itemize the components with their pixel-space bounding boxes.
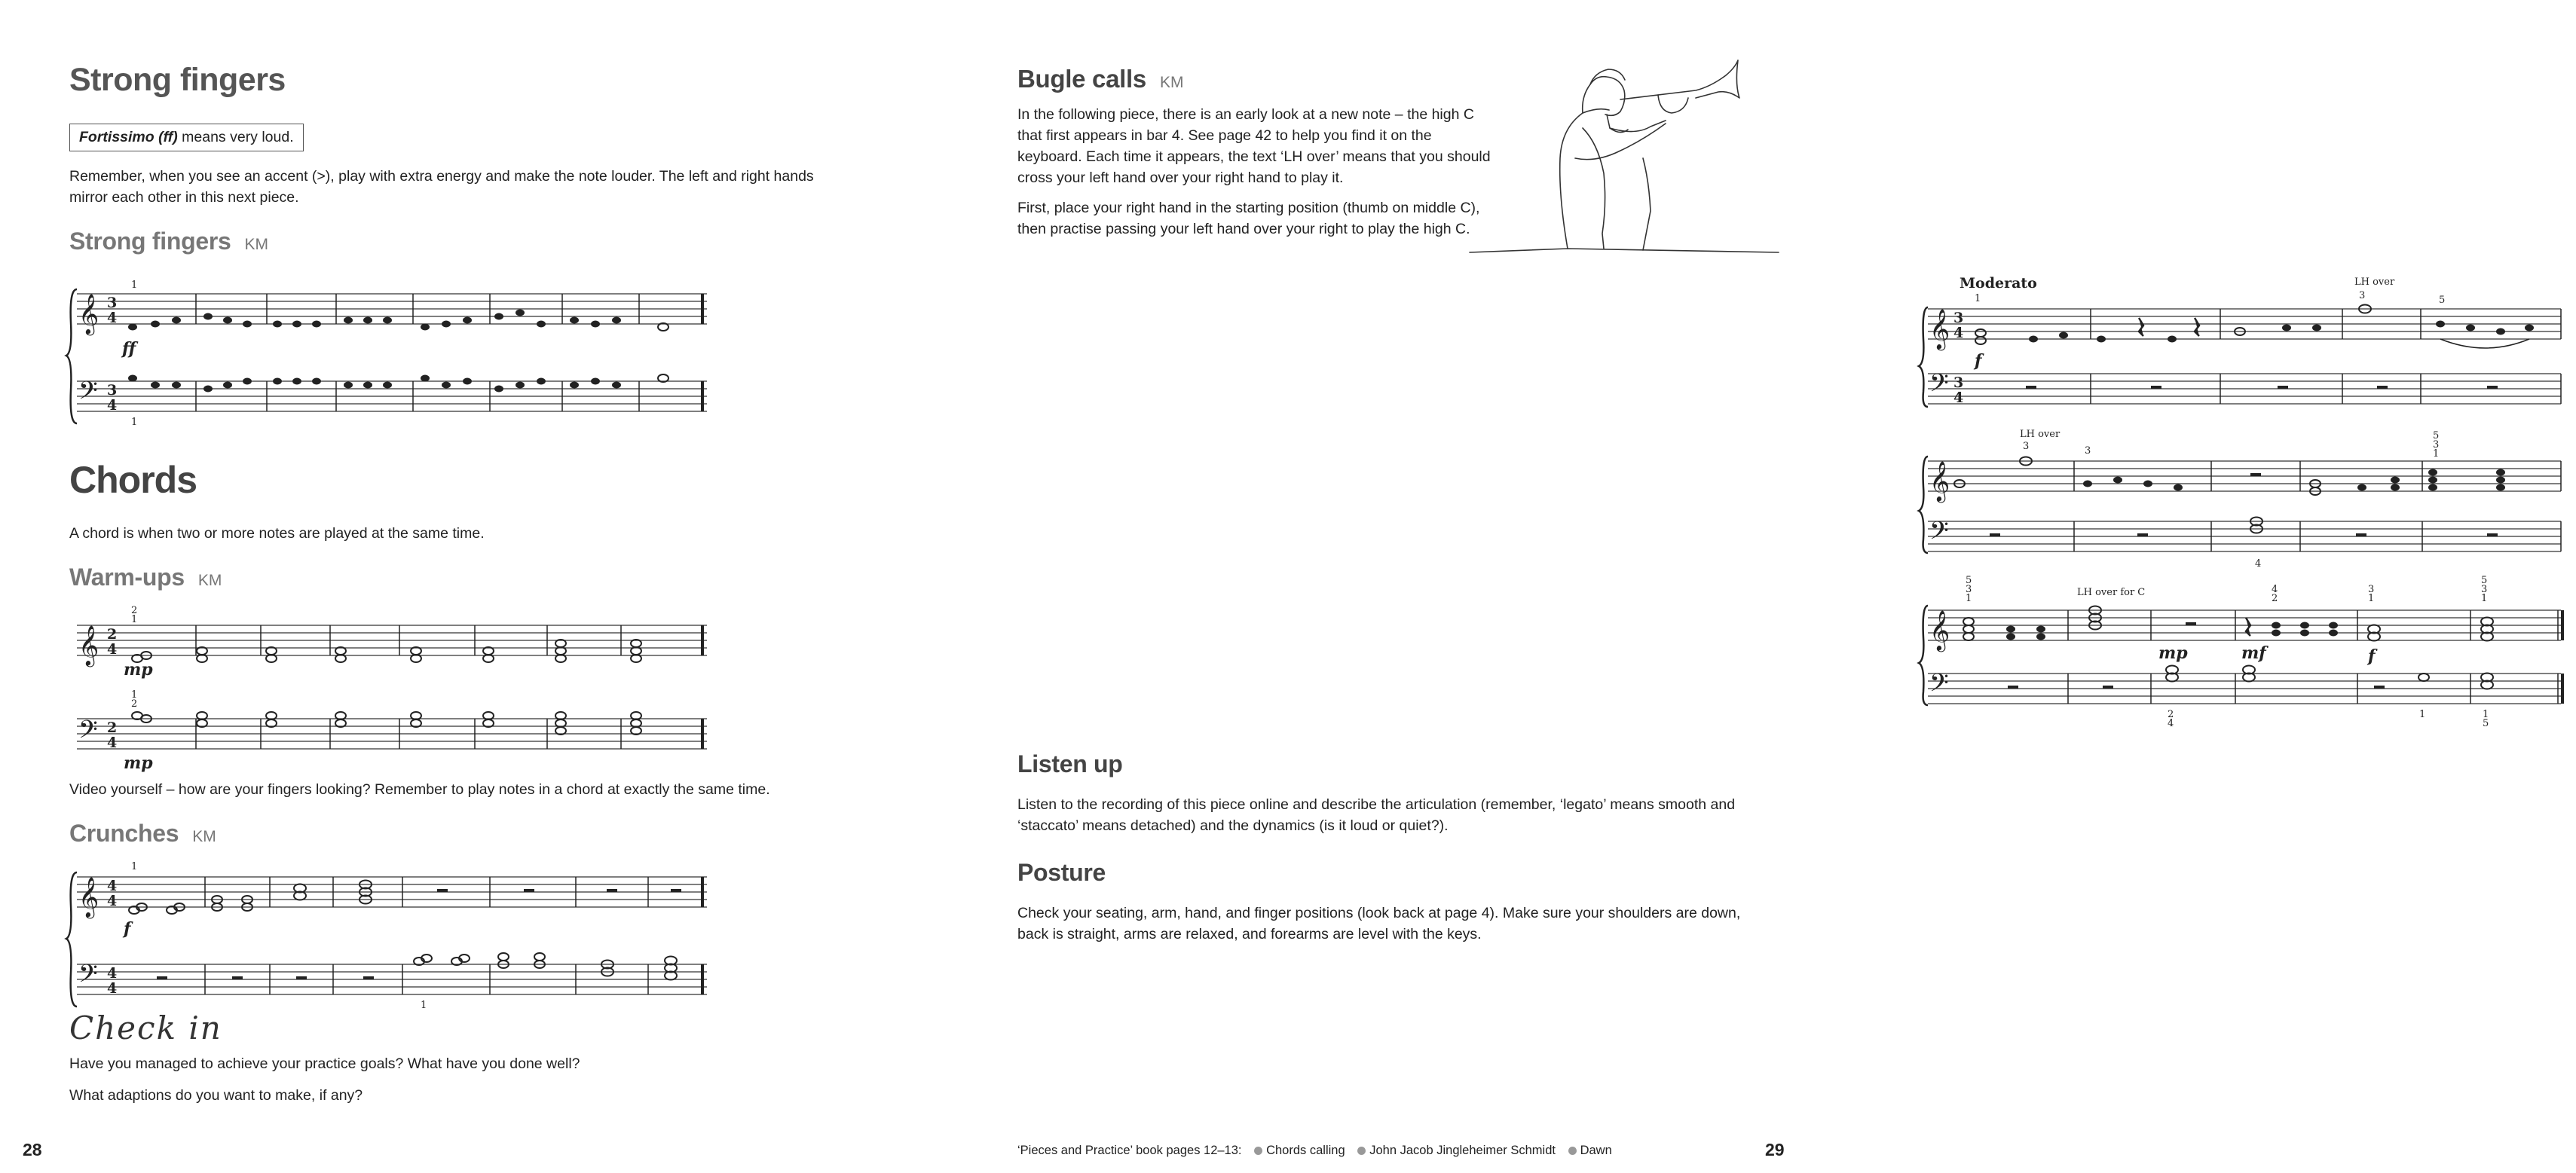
footer-references (1017, 1144, 1612, 1158)
finger-number: 1 (421, 1000, 427, 1011)
crunches-heading (69, 820, 216, 848)
crunches-title: Crunches (69, 820, 179, 847)
svg-text:3: 3 (2359, 290, 2366, 301)
km-tag: KM (192, 828, 216, 845)
svg-text:3: 3 (107, 295, 118, 311)
listen-up-text: Listen to the recording of this piece online and describe the articulation (remember, ‘legato’ means smooth and ‘staccato’ means detached) and the dynamics (is it loud or quiet?). (1017, 796, 1736, 834)
svg-text:𝄢: 𝄢 (78, 960, 98, 994)
svg-text:𝄞: 𝄞 (1929, 308, 1950, 349)
svg-text:1: 1 (2481, 593, 2488, 604)
svg-text:4: 4 (107, 641, 118, 658)
warmups-bass-score (68, 687, 716, 773)
chords-heading: Chords (69, 459, 197, 501)
accent-intro: Remember, when you see an accent (>), play with extra energy and make the note louder. The left and right hands mirror each other in this next piece. (69, 168, 814, 206)
bugler-illustration (1470, 45, 1786, 264)
strong-fingers-score (68, 277, 716, 428)
svg-text:𝄞: 𝄞 (78, 293, 99, 334)
dynamic-mp: mp (2158, 643, 2188, 663)
check-in-question-2: What adaptions do you want to make, if any? (69, 1087, 363, 1104)
crunches-score (68, 859, 716, 1010)
finger-number: 2 (131, 605, 138, 616)
svg-text:𝄢: 𝄢 (1929, 369, 1949, 404)
bullet-icon (1254, 1147, 1262, 1155)
svg-text:𝄞: 𝄞 (78, 625, 99, 665)
svg-text:3: 3 (2023, 441, 2030, 452)
svg-text:𝄢: 𝄢 (1929, 517, 1949, 551)
svg-text:3: 3 (1953, 310, 1964, 326)
svg-text:3: 3 (2368, 584, 2375, 595)
svg-text:1: 1 (2433, 448, 2440, 460)
bugle-instructions: First, place your right hand in the starting position (thumb on middle C), then practise passing your left hand over your right to play the high C. (1017, 200, 1480, 237)
svg-text:2: 2 (2168, 709, 2174, 720)
svg-text:5: 5 (2481, 575, 2488, 586)
finger-number: 1 (131, 614, 138, 625)
warmups-heading (69, 564, 222, 591)
footer-item: Dawn (1580, 1144, 1612, 1157)
svg-text:3: 3 (2085, 445, 2091, 457)
notes-bass (128, 374, 668, 393)
svg-text:3: 3 (1953, 374, 1964, 391)
footer-item: Chords calling (1266, 1144, 1345, 1157)
svg-text:3: 3 (2481, 584, 2488, 595)
svg-text:4: 4 (2272, 584, 2278, 595)
tempo-marking: Moderato (1960, 275, 2037, 292)
left-page (0, 0, 904, 1173)
svg-text:2: 2 (107, 626, 118, 643)
svg-text:4: 4 (107, 735, 118, 751)
lh-over-label: LH over (2354, 276, 2395, 288)
km-tag: KM (197, 572, 222, 589)
crunches-notes (129, 881, 681, 980)
svg-text:4: 4 (1953, 389, 1964, 406)
bugle-calls-heading (1017, 65, 1183, 93)
finger-number: 1 (131, 689, 138, 701)
lh-over-label: LH over for C (2077, 587, 2146, 598)
warmups-title: Warm-ups (69, 564, 185, 591)
finger-number: 1 (131, 417, 138, 428)
page-title: Strong fingers (69, 62, 286, 98)
svg-text:4: 4 (107, 397, 118, 414)
svg-text:5: 5 (2433, 430, 2440, 441)
svg-text:4: 4 (107, 310, 118, 326)
bullet-icon (1357, 1147, 1366, 1155)
video-yourself-text: Video yourself – how are your fingers looking? Remember to play notes in a chord at exactly the same time. (69, 781, 770, 798)
svg-text:4: 4 (107, 878, 118, 894)
svg-text:2: 2 (2272, 593, 2278, 604)
check-in-question-1: Have you managed to achieve your practice goals? What have you done well? (69, 1055, 580, 1072)
svg-text:𝄞: 𝄞 (1929, 609, 1950, 650)
notes-treble (128, 310, 668, 331)
svg-text:1: 1 (2368, 593, 2375, 604)
page-number: 29 (1765, 1140, 1785, 1159)
posture-heading: Posture (1017, 859, 1106, 886)
dynamic-mp: mp (124, 660, 153, 680)
right-page (904, 0, 2489, 1173)
posture-text: Check your seating, arm, hand, and finger positions (look back at page 4). Make sure your shoulders are down, back is straight, arms are relaxed, and forearms are level with the keys. (1017, 905, 1741, 942)
bugle-calls-title: Bugle calls (1017, 65, 1146, 93)
svg-text:4: 4 (107, 980, 118, 997)
chords-definition: A chord is when two or more notes are played at the same time. (69, 525, 485, 542)
footer-prefix: ‘Pieces and Practice’ book pages 12–13: (1017, 1144, 1242, 1157)
bugle-intro: In the following piece, there is an early look at a new note – the high C that first appears in bar 4. See page 42 to help you find it on the keyboard. Each time it appears, the text ‘LH over’ means that you should cross your left hand over your right hand to play it. (1017, 106, 1491, 186)
svg-text:1: 1 (2483, 709, 2489, 720)
warmup-chords-bass (132, 712, 641, 735)
warmups-treble-score (68, 603, 716, 678)
svg-text:4: 4 (2168, 718, 2174, 729)
strong-fingers-title: Strong fingers (69, 228, 231, 255)
svg-text:5: 5 (2483, 718, 2489, 729)
dynamic-f: f (2368, 646, 2376, 666)
finger-number: 2 (131, 698, 138, 710)
warmup-chords-treble (132, 640, 641, 662)
svg-text:1: 1 (1975, 293, 1981, 304)
svg-text:𝄢: 𝄢 (78, 716, 98, 750)
dynamic-mp: mp (124, 753, 153, 773)
callout-text: means very loud. (177, 129, 294, 145)
strong-fingers-heading (69, 228, 268, 255)
finger-number: 1 (131, 280, 138, 291)
svg-text:4: 4 (107, 965, 118, 982)
footer-item: John Jacob Jingleheimer Schmidt (1369, 1144, 1556, 1157)
svg-text:4: 4 (1953, 325, 1964, 341)
svg-text:1: 1 (1966, 593, 1972, 604)
km-tag: KM (1159, 74, 1184, 91)
finger-number: 1 (131, 861, 138, 872)
svg-text:4: 4 (107, 893, 118, 909)
svg-text:𝄞: 𝄞 (78, 876, 99, 917)
dynamic-mf: mf (2241, 643, 2266, 663)
dynamic-f: f (124, 919, 131, 939)
listen-up-heading: Listen up (1017, 750, 1123, 777)
km-tag: KM (244, 236, 268, 253)
svg-text:3: 3 (107, 382, 118, 399)
svg-text:3: 3 (1966, 584, 1972, 595)
bullet-icon (1568, 1147, 1577, 1155)
svg-text:4: 4 (2255, 558, 2262, 570)
dynamic-ff: ff (122, 339, 136, 359)
svg-text:3: 3 (2433, 439, 2440, 451)
fortissimo-callout (69, 124, 304, 151)
check-in-heading: Check in (69, 1010, 222, 1046)
page-number: 28 (23, 1140, 42, 1159)
svg-text:5: 5 (1966, 575, 1972, 586)
svg-text:2: 2 (107, 719, 118, 736)
bugle-system-3 (1920, 574, 2576, 732)
svg-text:𝄞: 𝄞 (1929, 460, 1950, 501)
bugle-system-1 (1920, 274, 2576, 410)
dynamic-f: f (1975, 351, 1982, 371)
callout-term: Fortissimo (ff) (79, 129, 178, 145)
svg-text:1: 1 (2419, 709, 2426, 720)
svg-text:𝄢: 𝄢 (78, 377, 98, 411)
svg-text:𝄢: 𝄢 (1929, 669, 1949, 704)
bugle-system-2 (1920, 426, 2576, 570)
svg-text:5: 5 (2439, 295, 2446, 306)
lh-over-label: LH over (2020, 429, 2060, 440)
